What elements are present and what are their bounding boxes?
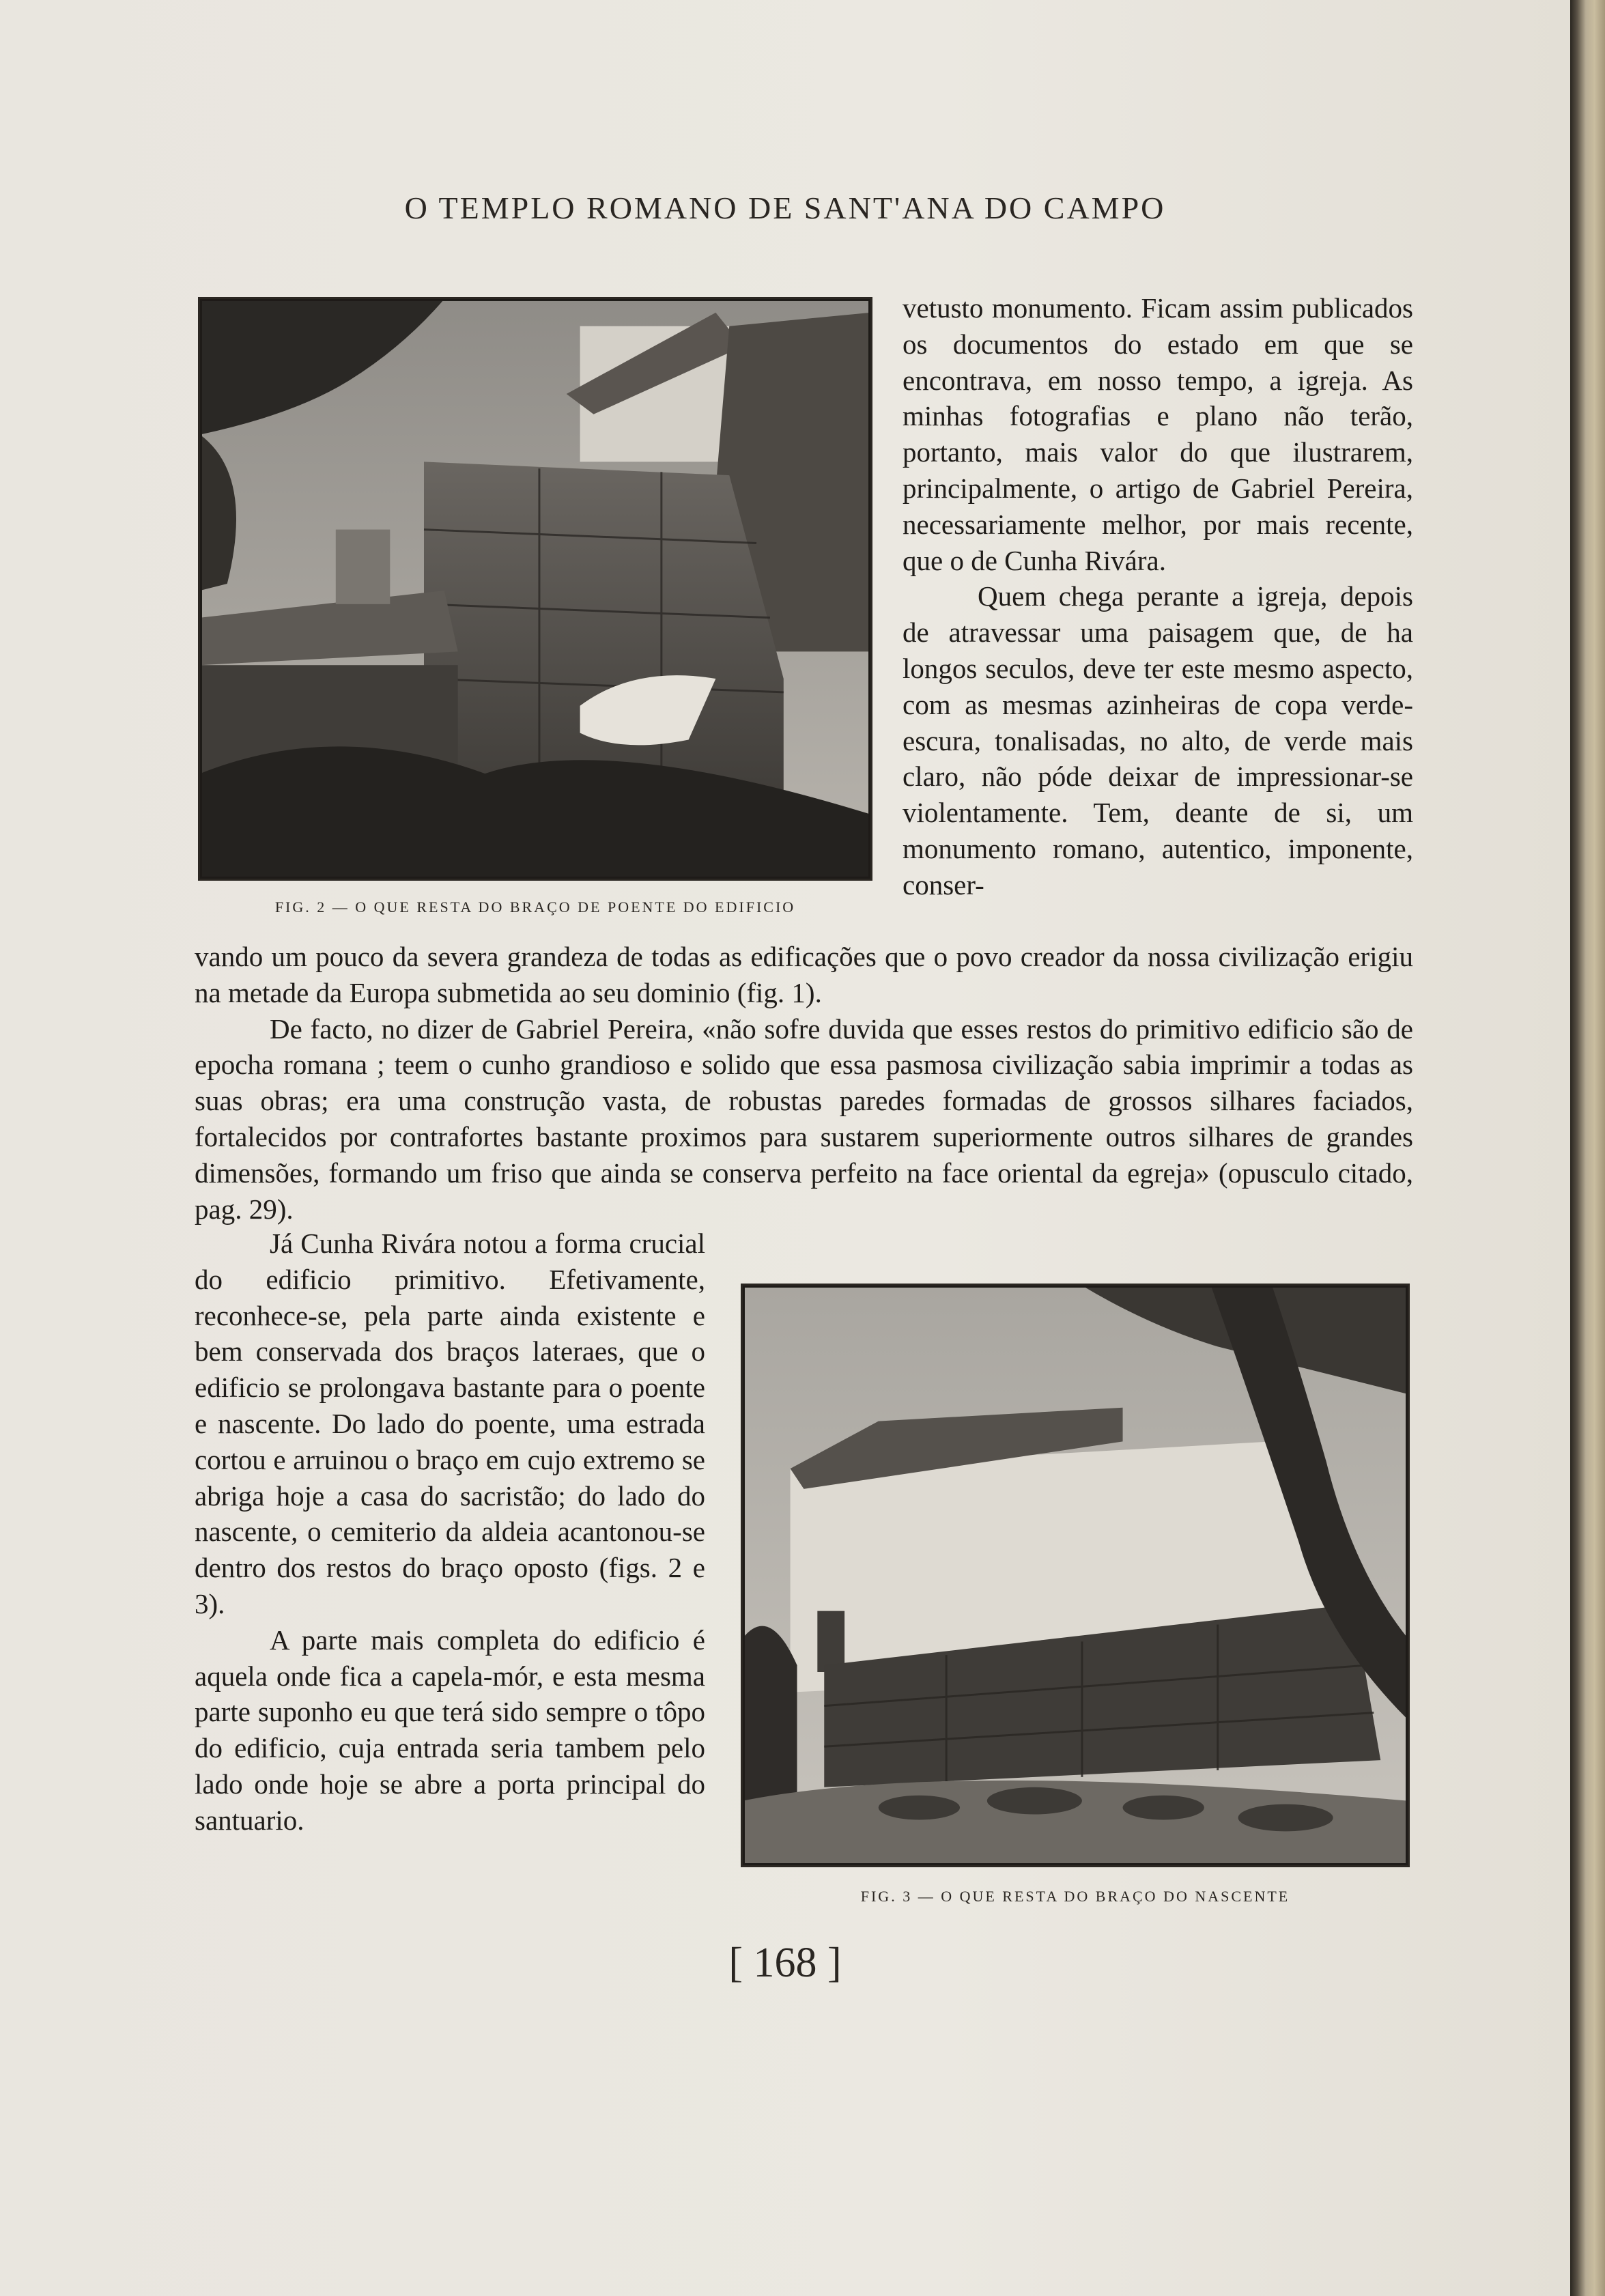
paragraph-quem-chega-continued: vando um pouco da severa grandeza de todas as edificações que o povo creador da nossa civilização erigiu na metade da Europa submetida ao seu dominio (fig. 1).: [195, 941, 1413, 1008]
page-edge: [1570, 0, 1605, 2296]
paragraph-continued: vetusto monumento. Ficam assim publicados os documentos do estado em que se encontrava, em nosso tempo, a igreja. As minhas fotografias e plano não terão, portanto, mais valor do que ilustrarem, principalmente, o artigo de Gabriel Pereira, necessariamente melhor, por mais recente, que o de Cunha Rivára.: [903, 292, 1413, 576]
left-column: [195, 1225, 705, 1839]
figure-2-caption: FIG. 2 — O QUE RESTA DO BRAÇO DE POENTE DO EDIFICIO: [274, 898, 796, 916]
running-head: O TEMPLO ROMANO DE SANT'ANA DO CAMPO: [404, 190, 1166, 225]
paragraph-de-facto: De facto, no dizer de Gabriel Pereira, «não sofre duvida que esses restos do primitivo edificio são de epocha romana ; teem o cunho grandioso e solido que essa pasmosa civilização sabia imprimir a todas as suas obras; era uma construção vasta, de robustas paredes formadas de grossos silhares faciados, fortalecidos por contrafortes bastante proximos para sustarem superiormente outros silhares de grandes dimensões, formando um friso que ainda se conserva perfeito na face oriental da egreja» (opusculo citado, pag. 29).: [195, 1012, 1413, 1225]
paragraph-a-parte: A parte mais completa do edificio é aquela onde fica a capela-mór, e esta mesma parte suponho eu que terá sido sempre o tôpo do edificio, cuja entrada seria tambem pelo lado onde hoje se abre a porta principal do santuario.: [195, 1624, 705, 1836]
paragraph-cunha-rivara: Já Cunha Rivára notou a forma crucial do edificio primitivo. Efetivamente, reconhece-se, pela parte ainda existente e bem conservada dos braços lateraes, que o edificio se prolongava bastante para o poente e nascente. Do lado do poente, uma estrada cortou e arruinou o braço em cujo extremo se abriga hoje a casa do sacristão; do lado do nascente, o cemiterio da aldeia acantonou-se dentro dos restos do braço oposto (figs. 2 e 3).: [195, 1228, 705, 1619]
full-width-text: [195, 939, 1413, 1227]
page-number: [ 168 ]: [728, 1940, 842, 1986]
paragraph-quem-chega: Quem chega perante a igreja, depois de atravessar uma paisagem que, de ha longos seculos, deve ter este mesmo aspecto, com as mesmas azinheiras de copa verde-escura, tonalisadas, no alto, de verde mais claro, não póde deixar de impressionar-se violentamente. Tem, deante de si, um monumento romano, autentico, imponente, conser-: [903, 580, 1413, 901]
figure-3-photo: [741, 1284, 1410, 1867]
right-column: [903, 290, 1413, 903]
figure-2-photo: [198, 297, 872, 881]
figure-3-caption: FIG. 3 — O QUE RESTA DO BRAÇO DO NASCENTE: [860, 1888, 1290, 1905]
